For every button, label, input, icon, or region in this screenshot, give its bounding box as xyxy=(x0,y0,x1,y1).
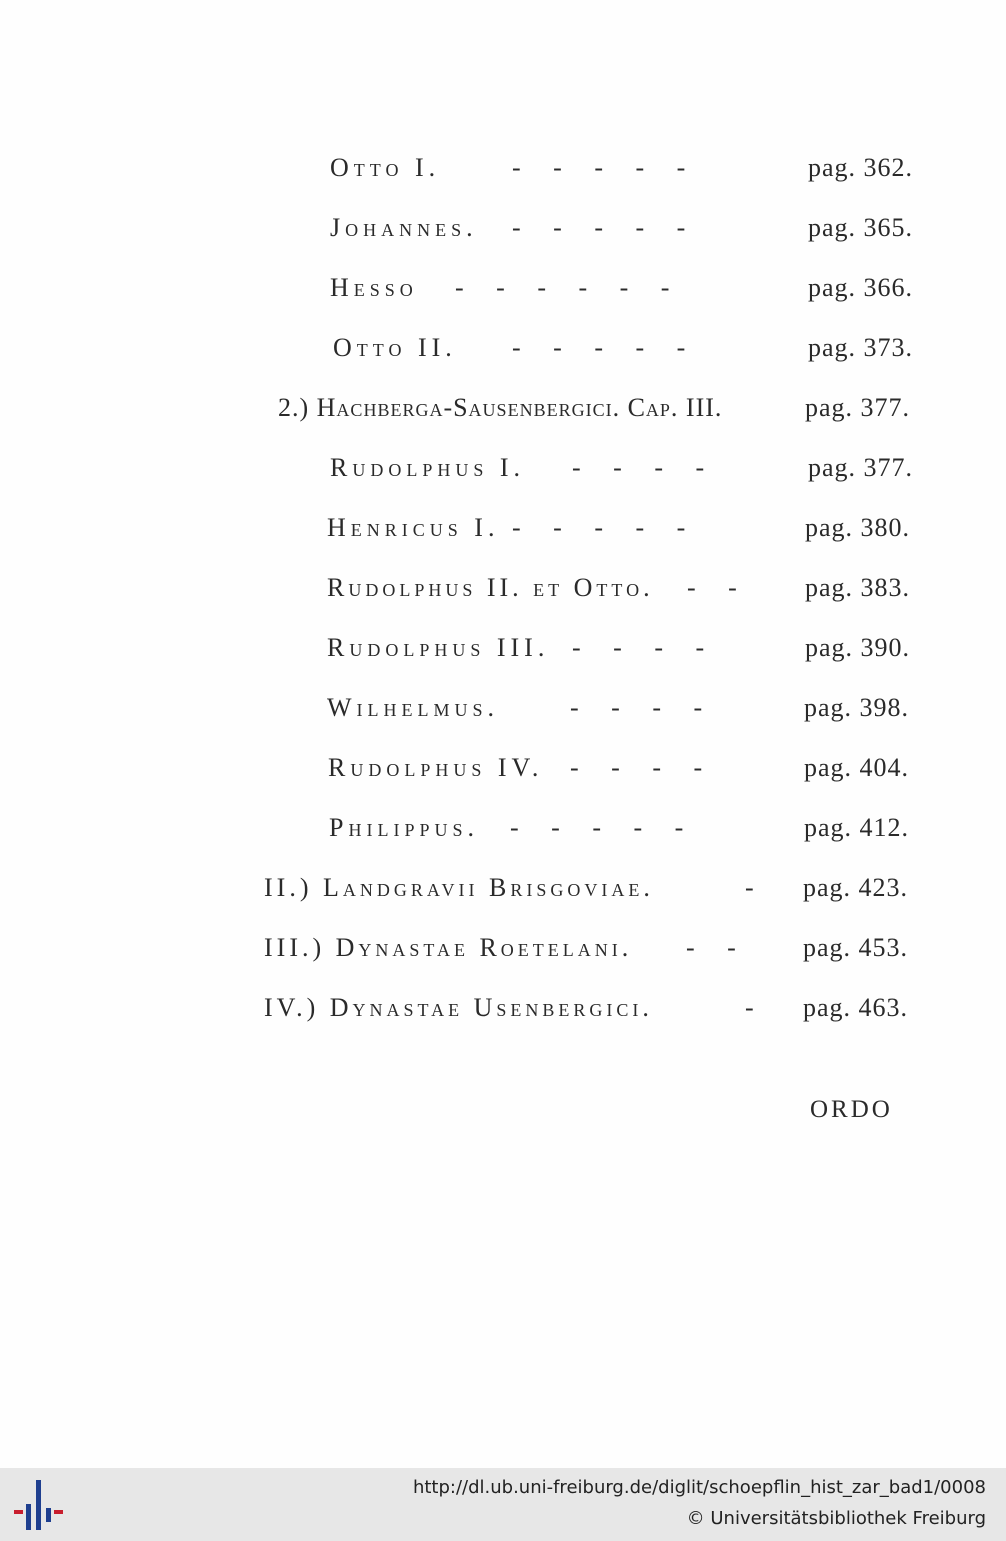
toc-entry-name: Rudolphus IV. xyxy=(328,753,544,782)
toc-entry-name: Wilhelmus. xyxy=(327,693,500,722)
toc-entry-dashes: - - - - - xyxy=(512,513,686,542)
toc-entry-page: pag. 423. xyxy=(803,873,909,902)
ub-freiburg-logo-icon xyxy=(14,1478,64,1533)
toc-entry xyxy=(0,568,1006,608)
toc-entry-dashes: - - - - xyxy=(572,633,705,662)
toc-entry-page: pag. 380. xyxy=(805,513,911,542)
toc-entry-dashes: - - - - - - xyxy=(455,273,670,302)
toc-entry-dashes: - - - - - xyxy=(512,213,686,242)
viewer-footer xyxy=(0,1468,1006,1541)
toc-entry-page: pag. 365. xyxy=(808,213,914,242)
toc-entry-page: pag. 362. xyxy=(808,153,914,182)
toc-entry-dashes: - - - - - xyxy=(512,153,686,182)
toc-entry-name: II.) Landgravii Brisgoviae. xyxy=(264,873,654,902)
toc-entry-dashes: - - - - xyxy=(570,753,703,782)
toc-entry-dashes: - - - - xyxy=(570,693,703,722)
toc-entry-page: pag. 377. xyxy=(808,453,914,482)
toc-entry-dashes: - - - - - xyxy=(512,333,686,362)
toc-entry-dashes: - - xyxy=(686,933,736,962)
toc-entry xyxy=(0,988,1006,1028)
toc-entry xyxy=(0,928,1006,968)
toc-entry-page: pag. 404. xyxy=(804,753,910,782)
toc-entry xyxy=(0,448,1006,488)
toc-entry-name: Rudolphus III. xyxy=(327,633,550,662)
toc-entry-name: Rudolphus I. xyxy=(330,453,526,482)
toc-entry xyxy=(0,868,1006,908)
toc-entry-page: pag. 383. xyxy=(805,573,911,602)
toc-entry-name: Henricus I. xyxy=(327,513,500,542)
toc-entry-dashes: - - - - - xyxy=(510,813,684,842)
toc-entry-name: 2.) Hachberga-Sausenbergici. Cap. III. xyxy=(278,393,723,422)
toc-entry xyxy=(0,508,1006,548)
toc-entry-dashes: - xyxy=(745,993,754,1022)
toc-entry xyxy=(0,748,1006,788)
catchword: ORDO xyxy=(810,1096,893,1123)
document-url-link[interactable]: http://dl.ub.uni-freiburg.de/diglit/schoepflin_hist_zar_bad1/0008 xyxy=(412,1477,986,1498)
toc-entry xyxy=(0,268,1006,308)
toc-entry-name: Otto II. xyxy=(333,333,457,362)
toc-entry-name: Otto I. xyxy=(330,153,441,182)
toc-entry-page: pag. 377. xyxy=(805,393,911,422)
toc-entry-name: Philippus. xyxy=(329,813,479,842)
toc-entry xyxy=(0,148,1006,188)
toc-entry-dashes: - - - - xyxy=(572,453,705,482)
toc-entry-page: pag. 453. xyxy=(803,933,909,962)
toc-entry-name: IV.) Dynastae Usenbergici. xyxy=(264,993,653,1022)
toc-section-heading xyxy=(0,388,1006,428)
toc-entry-dashes: - - xyxy=(687,573,737,602)
toc-entry-name: III.) Dynastae Roetelani. xyxy=(264,933,633,962)
toc-entry xyxy=(0,208,1006,248)
toc-entry-page: pag. 463. xyxy=(803,993,909,1022)
copyright-notice: © Universitätsbibliothek Freiburg xyxy=(686,1508,986,1529)
toc-entry xyxy=(0,328,1006,368)
toc-entry-page: pag. 398. xyxy=(804,693,910,722)
toc-entry-page: pag. 412. xyxy=(804,813,910,842)
toc-entry-name: Johannes. xyxy=(330,213,478,242)
toc-entry xyxy=(0,688,1006,728)
toc-entry-page: pag. 373. xyxy=(808,333,914,362)
toc-entry xyxy=(0,808,1006,848)
toc-entry-name: Hesso xyxy=(330,273,418,302)
toc-entry-page: pag. 390. xyxy=(805,633,911,662)
toc-entry-dashes: - xyxy=(745,873,754,902)
toc-entry-name: Rudolphus II. et Otto. xyxy=(327,573,654,602)
toc-entry-page: pag. 366. xyxy=(808,273,914,302)
toc-entry xyxy=(0,628,1006,668)
